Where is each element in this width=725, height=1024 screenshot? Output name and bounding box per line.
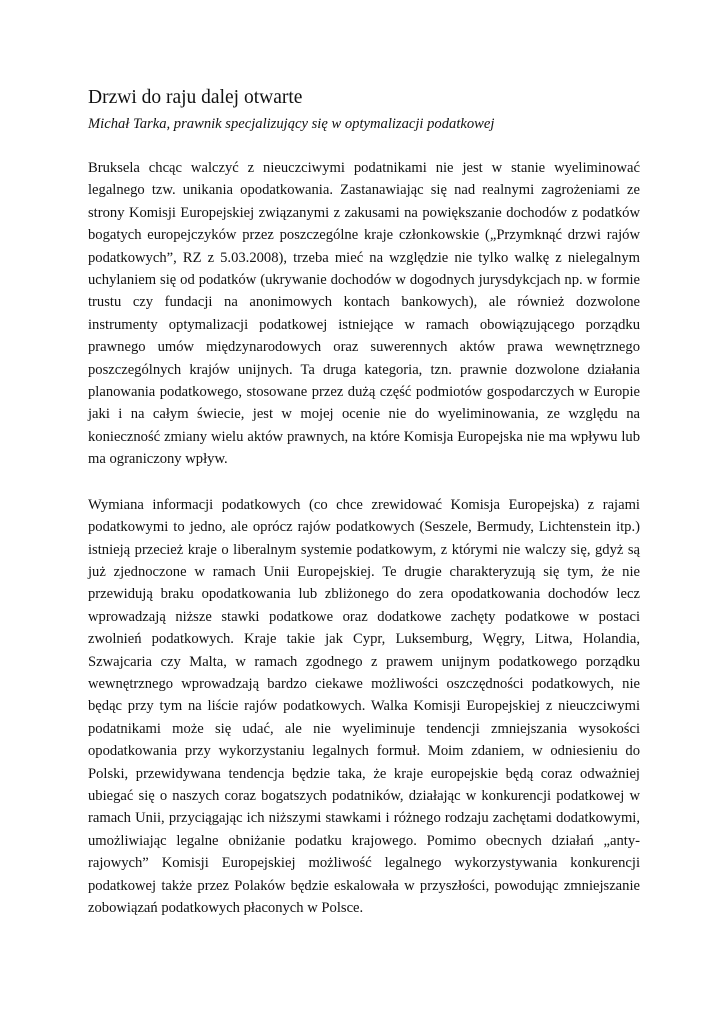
document-page [88,86,640,919]
article-byline: Michał Tarka, prawnik specjalizujący się w optymalizacji podatkowej [88,116,495,132]
article-title: Drzwi do raju dalej otwarte [88,87,303,108]
article-paragraph: Wymiana informacji podatkowych (co chce zrewidować Komisja Europejska) z rajami podatkowymi to jedno, ale oprócz rajów podatkowych (Seszele, Bermudy, Lichtenstein itp.) istnieją przecież kraje o liberalnym systemie podatkowym, z którymi nie walczy się, gdyż są już zjednoczone w ramach Unii Europejskiej. Te drugie charakteryzują się tym, że nie przewidują braku opodatkowania lub zbliżonego do zera opodatkowania dochodów lecz wprowadzają niższe stawki podatkowe oraz dodatkowe zachęty podatkowe w postaci zwolnień podatkowych. Kraje takie jak Cypr, Luksemburg, Węgry, Litwa, Holandia, Szwajcaria czy Malta, w ramach zgodnego z prawem unijnym podatkowego porządku wewnętrznego wprowadzają bardzo ciekawe możliwości oszczędności podatkowych, nie będąc przy tym na liście rajów podatkowych. Walka Komisji Europejskiej z nieuczciwymi podatnikami może się udać, ale nie wyeliminuje tendencji zmniejszania wysokości opodatkowania przy wykorzystaniu legalnych formuł. Moim zdaniem, w odniesieniu do Polski, przewidywana tendencja będzie taka, że kraje europejskie będą coraz odważniej ubiegać się o naszych coraz bogatszych podatników, działając w konkurencji podatkowej w ramach Unii, przyciągając ich niższymi stawkami i różnego rodzaju zachętami dodatkowymi, umożliwiając legalne obniżanie podatku krajowego. Pomimo obecnych działań „anty-rajowych” Komisji Europejskiej możliwość legalnego wykorzystywania konkurencji podatkowej także przez Polaków będzie eskalowała w przyszłości, powodując zmniejszanie zobowiązań podatkowych płaconych w Polsce. [88,496,640,916]
article-paragraph: Bruksela chcąc walczyć z nieuczciwymi podatnikami nie jest w stanie wyeliminować legalnego tzw. unikania opodatkowania. Zastanawiając się nad realnymi zagrożeniami ze strony Komisji Europejskiej związanymi z zakusami na powiększanie dochodów z podatków bogatych europejczyków przez poszczególne kraje członkowskie („Przymknąć drzwi rajów podatkowych”, RZ z 5.03.2008), trzeba mieć na względzie nie tylko walkę z nielegalnym uchylaniem się od podatków (ukrywanie dochodów w dogodnych jurysdykcjach np. w formie trustu czy fundacji na anonimowych kontach bankowych), ale również dozwolone instrumenty optymalizacji podatkowej istniejące w ramach obowiązującego porządku prawnego umów międzynarodowych oraz suwerennych aktów prawa wewnętrznego poszczególnych krajów unijnych. Ta druga kategoria, tzn. prawnie dozwolone działania planowania podatkowego, stosowane przez dużą część podmiotów gospodarczych w Europie jaki i na całym świecie, jest w mojej ocenie nie do wyeliminowania, ze względu na konieczność zmiany wielu aktów prawnych, na które Komisja Europejska nie ma wpływu lub ma ograniczony wpływ. [88,160,640,468]
